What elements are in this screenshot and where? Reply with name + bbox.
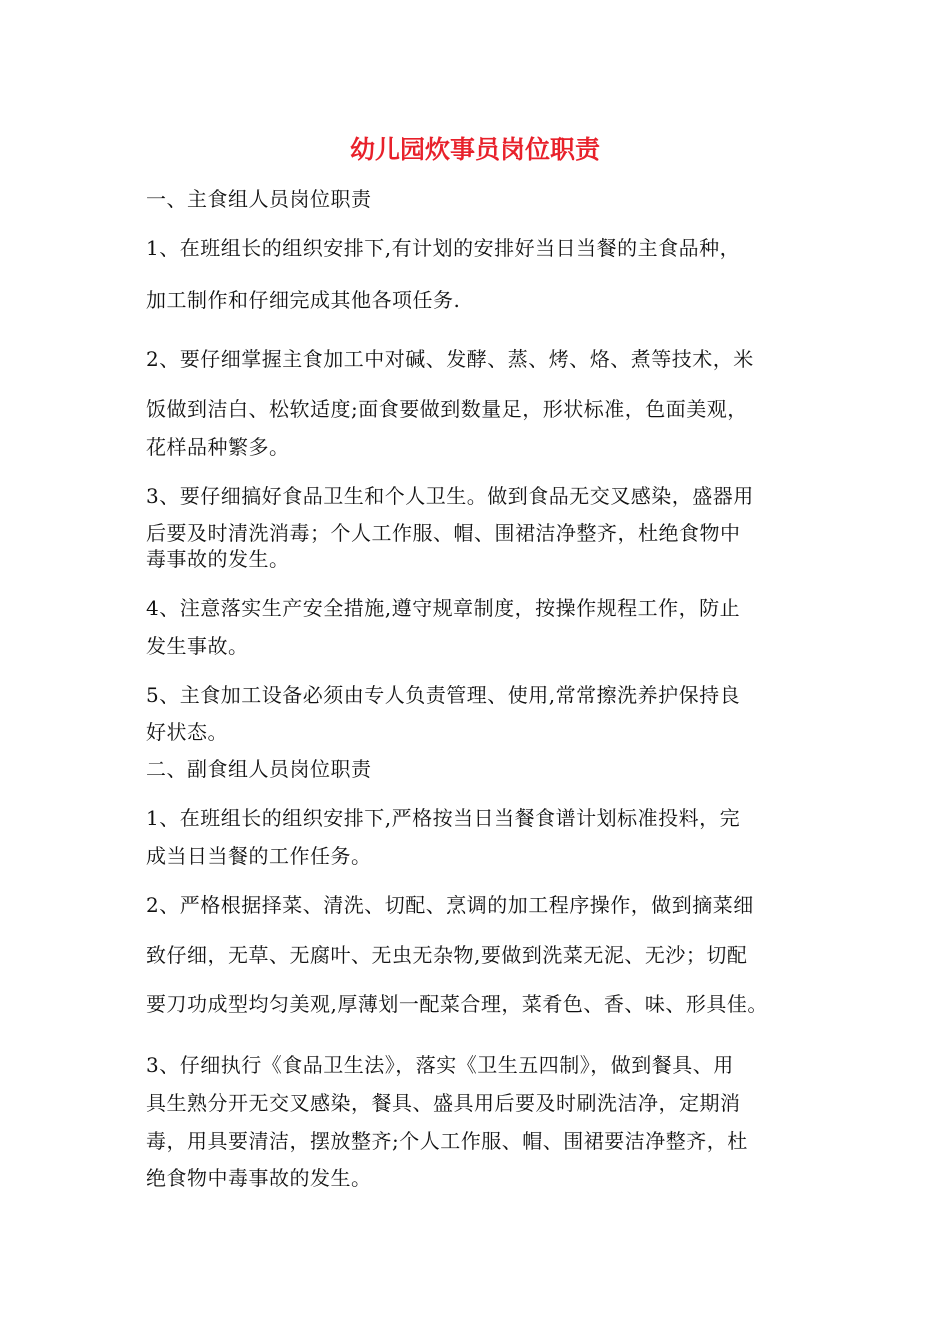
paragraph-line: 要刀功成型均匀美观,厚薄划一配菜合理，菜肴色、香、味、形具佳。 [146,992,768,1016]
paragraph-line: 3、要仔细搞好食品卫生和个人卫生。做到食品无交叉感染，盛器用 [146,484,754,508]
paragraph-line: 加工制作和仔细完成其他各项任务. [146,288,461,312]
paragraph-line: 具生熟分开无交叉感染，餐具、盛具用后要及时刷洗洁净，定期消 [146,1091,741,1115]
paragraph-line: 好状态。 [146,720,228,744]
paragraph-line: 后要及时清洗消毒；个人工作服、帽、围裙洁净整齐，杜绝食物中 [146,521,741,545]
paragraph-line: 2、要仔细掌握主食加工中对碱、发酵、蒸、烤、烙、煮等技术，米 [146,347,754,371]
paragraph-line: 致仔细，无草、无腐叶、无虫无杂物,要做到洗菜无泥、无沙；切配 [146,943,748,967]
paragraph-line: 5、主食加工设备必须由专人负责管理、使用,常常擦洗养护保持良 [146,683,741,707]
paragraph-line: 绝食物中毒事故的发生。 [146,1166,372,1190]
paragraph-line: 3、仔细执行《食品卫生法》，落实《卫生五四制》，做到餐具、用 [146,1053,734,1077]
paragraph-line: 花样品种繁多。 [146,435,290,459]
paragraph-line: 毒，用具要清洁，摆放整齐;个人工作服、帽、围裙要洁净整齐，杜 [146,1129,748,1153]
paragraph-line: 1、在班组长的组织安排下,严格按当日当餐食谱计划标准投料，完 [146,806,741,830]
paragraph-line: 成当日当餐的工作任务。 [146,844,372,868]
paragraph-line: 发生事故。 [146,634,249,658]
paragraph-line: 4、注意落实生产安全措施,遵守规章制度，按操作规程工作，防止 [146,596,741,620]
paragraph-line: 1、在班组长的组织安排下,有计划的安排好当日当餐的主食品种， [146,236,741,260]
section-heading: 二、副食组人员岗位职责 [146,757,372,781]
section-heading: 一、主食组人员岗位职责 [146,187,372,211]
paragraph-line: 2、严格根据择菜、清洗、切配、烹调的加工程序操作，做到摘菜细 [146,893,754,917]
document-title: 幼儿园炊事员岗位职责 [349,135,600,164]
paragraph-line: 饭做到洁白、松软适度;面食要做到数量足，形状标准，色面美观， [146,397,748,421]
paragraph-line: 毒事故的发生。 [146,547,290,571]
